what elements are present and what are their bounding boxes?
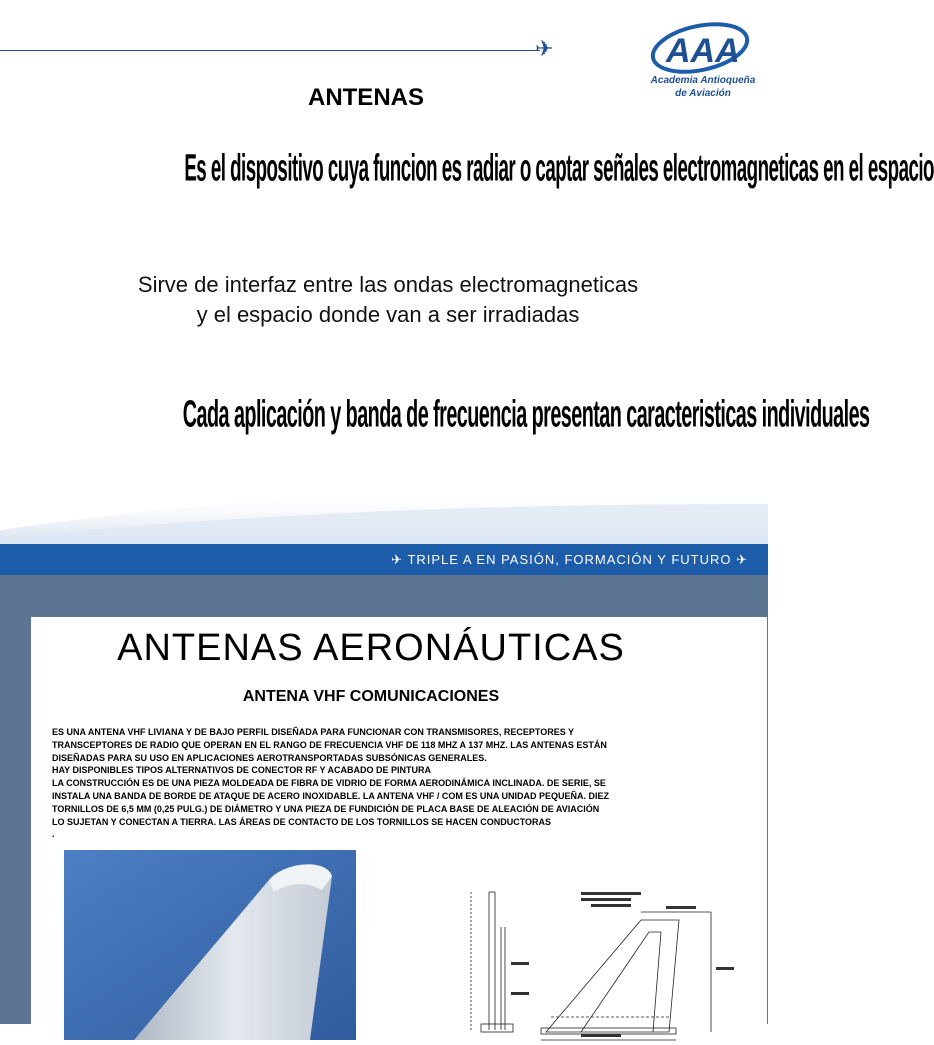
header-rule (0, 50, 540, 51)
antenna-blade-illustration (64, 850, 356, 1040)
logo-text-line2: de Aviación (675, 88, 731, 99)
airplane-icon: ✈ (535, 36, 554, 61)
body-line: TORNILLOS DE 6,5 MM (0,25 PULG.) DE DIÁMETRO Y UNA PIEZA DE FUNDICIÓN DE PLACA BASE DE ALEACIÓN DE AVIACIÓN (52, 803, 600, 814)
document-title: ANTENAS AERONÁUTICAS (117, 627, 625, 669)
decorative-wave (0, 470, 768, 550)
interface-text-line2: y el espacio donde van a ser irradiadas (196, 302, 580, 327)
body-line: HAY DISPONIBLES TIPOS ALTERNATIVOS DE CONECTOR RF Y ACABADO DE PINTURA (52, 765, 432, 776)
body-line: TRANSCEPTORES DE RADIO QUE OPERAN EN EL RANGO DE FRECUENCIA VHF DE 118 MHZ A 137 MHZ. LAS ANTENAS ESTÁN (52, 739, 607, 750)
logo-text-line1: Academia Antioqueña (650, 75, 756, 86)
banner-slogan: ✈ TRIPLE A EN PASIÓN, FORMACIÓN Y FUTURO ✈ (391, 552, 748, 567)
interface-text-line1: Sirve de interfaz entre las ondas electromagneticas (137, 272, 639, 297)
footer-banner (0, 544, 768, 575)
definition-text: Es el dispositivo cuya funcion es radiar o captar señales electromagneticas en el espacio (184, 145, 934, 189)
document-subtitle: ANTENA VHF COMUNICACIONES (242, 688, 500, 705)
antenna-technical-drawing (431, 872, 741, 1042)
interface-text (0, 270, 776, 330)
document-page (31, 617, 767, 1037)
document-body (52, 726, 712, 841)
body-line: ES UNA ANTENA VHF LIVIANA Y DE BAJO PERFIL DISEÑADA PARA FUNCIONAR CON TRANSMISORES, RECEPTORES Y (52, 727, 575, 737)
body-line: LA CONSTRUCCIÓN ES DE UNA PIEZA MOLDEADA DE FIBRA DE VIDRIO DE FORMA AERODINÁMICA INCLINADA. DE SERIE, SE (52, 778, 606, 789)
antenna-photo (64, 850, 356, 1040)
body-line: LO SUJETAN Y CONECTAN A TIERRA. LAS ÁREAS DE CONTACTO DE LOS TORNILLOS SE HACEN CONDUCTORAS (52, 816, 552, 827)
slide-title: ANTENAS (307, 84, 424, 111)
characteristics-text: Cada aplicación y banda de frecuencia presentan caracteristicas individuales (182, 391, 870, 435)
aaa-logo-mark (648, 18, 758, 74)
body-line: DISEÑADAS PARA SU USO EN APLICACIONES AEROTRANSPORTADAS SUBSÓNICAS GENERALES. (52, 752, 487, 763)
body-line: INSTALA UNA BANDA DE BORDE DE ATAQUE DE ACERO INOXIDABLE. LA ANTENA VHF / COM ES UNA UNIDAD PEQUEÑA. DIEZ (52, 790, 610, 801)
body-line: . (52, 829, 55, 840)
slide-antenas-aeronauticas (0, 575, 768, 1024)
svg-text:AAA: AAA (666, 32, 740, 70)
